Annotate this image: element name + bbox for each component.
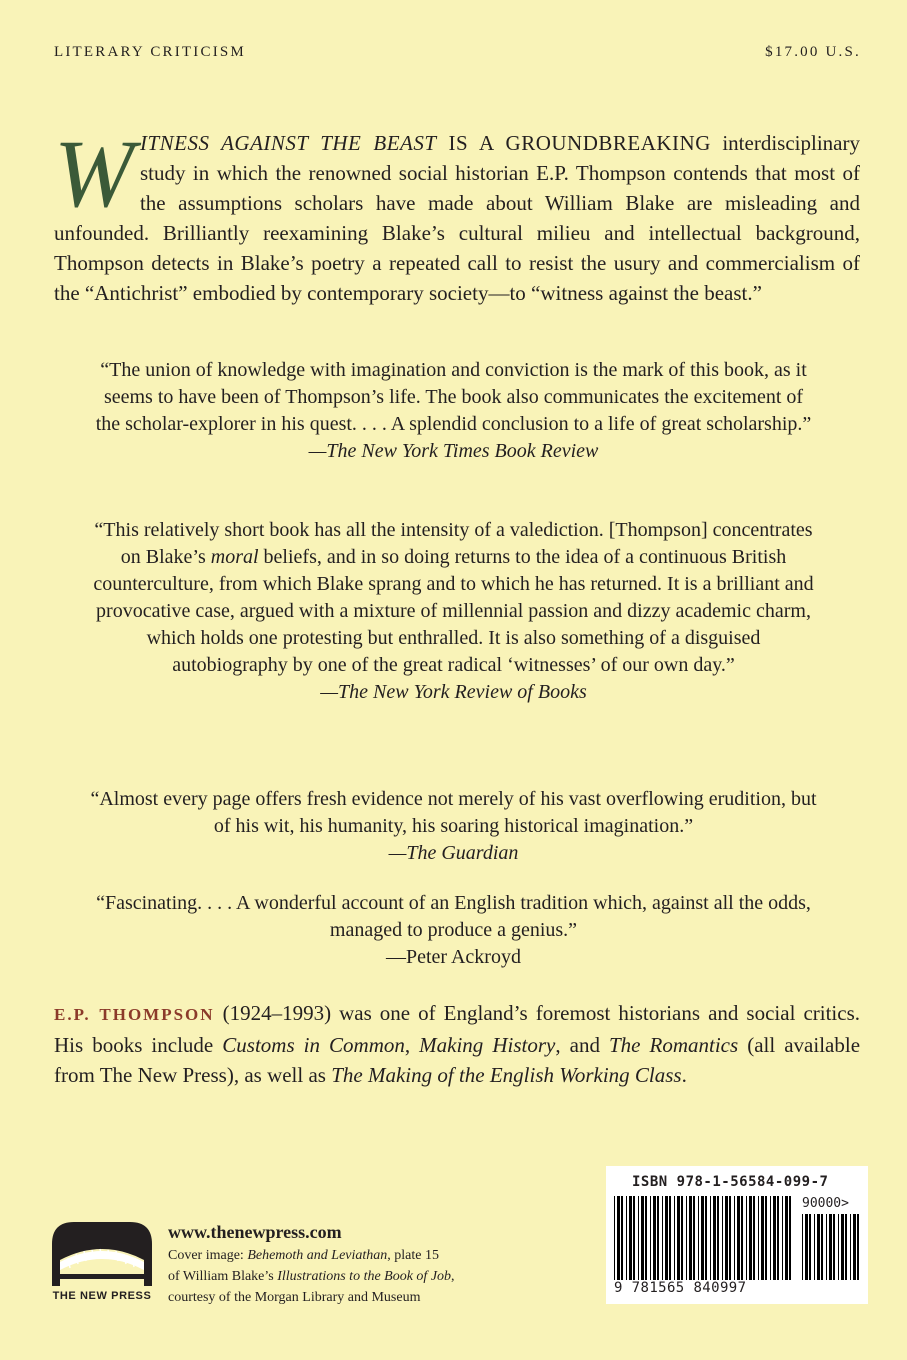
- barcode-bar: [777, 1196, 779, 1280]
- barcode-bar: [617, 1196, 620, 1280]
- barcode-bar: [681, 1196, 683, 1280]
- barcode-bar: [845, 1214, 847, 1280]
- barcode-bar: [674, 1196, 675, 1280]
- barcode-bar: [829, 1214, 832, 1280]
- publisher-logo: [52, 1222, 152, 1302]
- barcode-bar: [633, 1196, 635, 1280]
- barcode-bar: [753, 1196, 755, 1280]
- cover-credits: [168, 1222, 588, 1308]
- review-quote-4: [90, 890, 817, 971]
- barcode-bar: [773, 1196, 776, 1280]
- barcode-bar: [817, 1214, 820, 1280]
- credit-line-3: courtesy of the Morgan Library and Museum: [168, 1290, 421, 1305]
- barcode-bar: [698, 1196, 699, 1280]
- barcode-bar: [713, 1196, 716, 1280]
- barcode-bar: [705, 1196, 707, 1280]
- barcode-bar: [782, 1196, 783, 1280]
- barcode-bar: [725, 1196, 728, 1280]
- barcode-bar: [838, 1214, 839, 1280]
- barcode-bar: [665, 1196, 668, 1280]
- barcode-bar: [662, 1196, 663, 1280]
- isbn-label: ISBN 978-1-56584-099-7: [632, 1174, 829, 1190]
- barcode-bar: [641, 1196, 644, 1280]
- barcode-bar: [717, 1196, 719, 1280]
- quote-source: —The New York Review of Books: [320, 681, 587, 703]
- barcode-bar: [805, 1214, 808, 1280]
- barcode-bar: [650, 1196, 651, 1280]
- barcode-bar: [814, 1214, 815, 1280]
- barcode-bar: [802, 1214, 803, 1280]
- quote-source: —The Guardian: [388, 842, 519, 864]
- drop-cap: W: [54, 120, 134, 227]
- credit-line-2: of William Blake’s Illustrations to the Book of Job,: [168, 1269, 455, 1284]
- barcode-bar: [789, 1196, 791, 1280]
- barcode-bar: [758, 1196, 759, 1280]
- barcode-bar: [693, 1196, 695, 1280]
- barcode-bar: [645, 1196, 647, 1280]
- author-bio: E.P. THOMPSON (1924–1993) was one of England’s foremost historians and social critics. His books include Customs in Common, Making History, and The Romantics (all available from The New Press), as well as The Making of the English Working Class.: [54, 1001, 861, 1087]
- barcode-bar: [765, 1196, 767, 1280]
- ean-barcode: [614, 1196, 796, 1280]
- barcode-bar: [701, 1196, 704, 1280]
- quote-source: —Peter Ackroyd: [386, 946, 521, 968]
- barcode-bar: [621, 1196, 623, 1280]
- barcode-bar: [689, 1196, 692, 1280]
- barcode-bar: [826, 1214, 827, 1280]
- barcode-bar: [626, 1196, 627, 1280]
- credit-line-1: Cover image: Behemoth and Leviathan, plate 15: [168, 1248, 440, 1263]
- barcode-bar: [809, 1214, 811, 1280]
- publisher-url[interactable]: www.thenewpress.com: [168, 1222, 342, 1242]
- review-quote-1: [90, 357, 817, 465]
- barcode-bar: [734, 1196, 735, 1280]
- barcode-bar: [857, 1214, 859, 1280]
- barcode-bar: [746, 1196, 747, 1280]
- barcode-bar: [722, 1196, 723, 1280]
- barcode-bar: [737, 1196, 740, 1280]
- barcode-bar: [629, 1196, 632, 1280]
- publisher-name: THE NEW PRESS: [52, 1290, 152, 1302]
- quote-text: “Almost every page offers fresh evidence not merely of his vast overflowing erudition, but of his wit, his humanity, his soaring historical imagination.”: [90, 788, 817, 837]
- barcode-bar: [821, 1214, 823, 1280]
- intro-body: interdisciplinary study in which the renowned social historian E.P. Thompson contends that most of the assumptions scholars have made about William Blake are misleading and unfounded. Brilliantly reexamining Blake’s cultural milieu and intellectual background, Thompson detects in Blake’s poetry a repeated call to resist the usury and commercialism of the “Antichrist” embodied by contemporary society—to “witness against the beast.”: [54, 131, 860, 305]
- barcode-bar: [669, 1196, 671, 1280]
- price-label: $17.00 U.S.: [765, 44, 861, 60]
- review-quote-2: [90, 517, 817, 706]
- book-title-lead: ITNESS AGAINST THE BEAST: [139, 131, 437, 155]
- barcode-bar: [785, 1196, 788, 1280]
- quote-text: “The union of knowledge with imagination and conviction is the mark of this book, as it seems to have been of Thompson’s life. The book also communicates the excitement of the scholar-explorer in his quest. . . . A splendid conclusion to a life of great scholarship.”: [95, 359, 812, 435]
- barcode-bar: [761, 1196, 764, 1280]
- barcode-digits: 9 781565 840997: [614, 1280, 747, 1296]
- barcode-bar: [841, 1214, 844, 1280]
- bridge-icon: [52, 1222, 152, 1286]
- barcode-bar: [850, 1214, 851, 1280]
- price-barcode: [802, 1214, 860, 1280]
- intro-paragraph: [54, 120, 860, 308]
- barcode-bar: [741, 1196, 743, 1280]
- barcode-bar: [657, 1196, 659, 1280]
- barcode-panel: [606, 1166, 868, 1304]
- quote-source: —The New York Times Book Review: [308, 440, 599, 462]
- barcode-bar: [614, 1196, 615, 1280]
- quote-text: “This relatively short book has all the intensity of a valediction. [Thompson] concentrates on Blake’s moral beliefs, and in so doing returns to the idea of a continuous British counterculture, from which Blake sprang and to which he has returned. It is a brilliant and provocative case, argued with a mixture of millennial passion and dizzy academic charm, which holds one protesting but enthralled. It is also something of a disguised autobiography by one of the great radical ‘witnesses’ of our own day.”: [93, 519, 814, 676]
- barcode-bar: [770, 1196, 771, 1280]
- review-quote-3: [90, 786, 817, 867]
- category-label: LITERARY CRITICISM: [54, 44, 246, 60]
- barcode-bar: [853, 1214, 856, 1280]
- lead-caps: IS A GROUNDBREAKING: [436, 131, 711, 155]
- barcode-bar: [686, 1196, 687, 1280]
- barcode-bar: [749, 1196, 752, 1280]
- barcode-bar: [833, 1214, 835, 1280]
- barcode-bar: [677, 1196, 680, 1280]
- barcode-bar: [729, 1196, 731, 1280]
- barcode-bar: [638, 1196, 639, 1280]
- quote-text: “Fascinating. . . . A wonderful account of an English tradition which, against all the odds, managed to produce a genius.”: [96, 892, 811, 941]
- barcode-bar: [710, 1196, 711, 1280]
- price-code: 90000>: [802, 1196, 849, 1211]
- author-name: E.P. THOMPSON: [54, 1005, 215, 1024]
- barcode-bar: [653, 1196, 656, 1280]
